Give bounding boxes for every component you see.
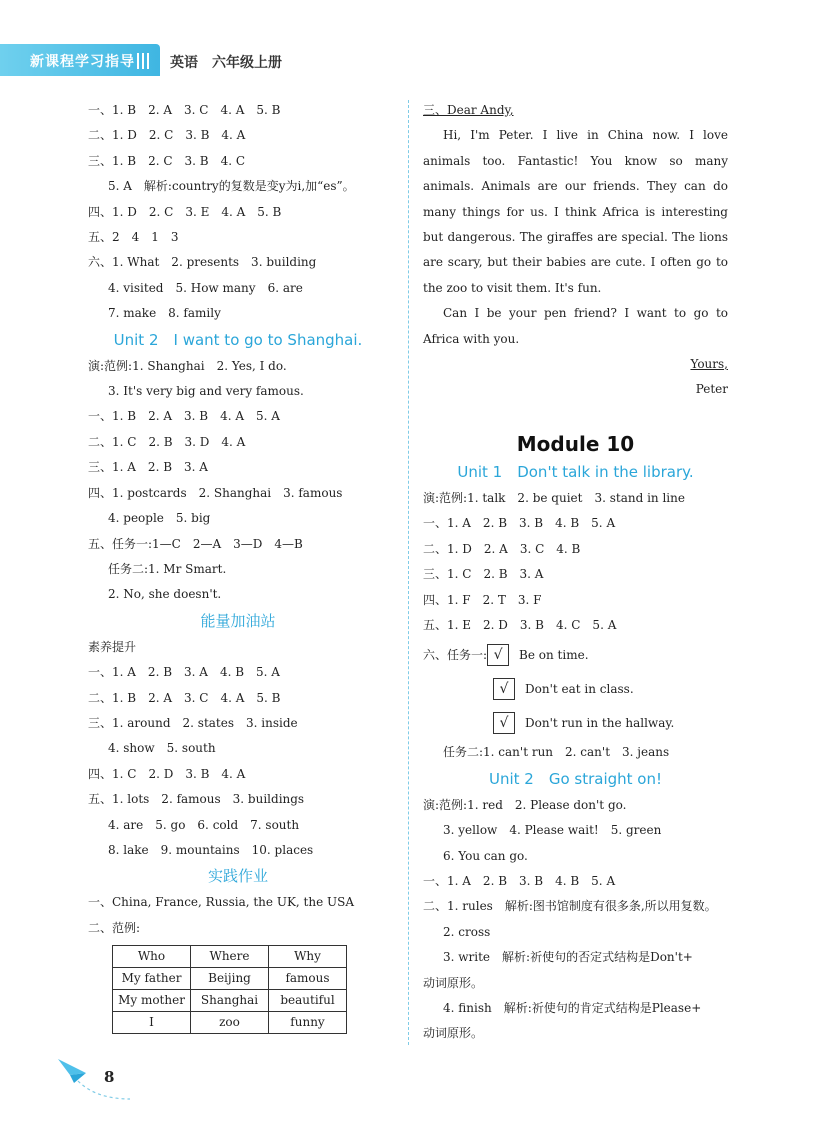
table-row xyxy=(113,990,347,1012)
answer-line: 四、1. D 2. C 3. E 4. A 5. B xyxy=(88,204,282,219)
table-cell: zoo xyxy=(191,1012,269,1034)
module-title: Module 10 xyxy=(516,431,635,456)
letter-signature: Peter xyxy=(695,382,728,397)
check-mark-icon: √ xyxy=(487,644,509,666)
table-row xyxy=(113,968,347,990)
table-cell: famous xyxy=(269,968,347,990)
paper-plane-icon xyxy=(56,1055,136,1105)
answer-line: 二、1. rules 解析:图书馆制度有很多条,所以用复数。 xyxy=(423,899,717,914)
answer-line: 8. lake 9. mountains 10. places xyxy=(108,842,314,857)
table-cell: beautiful xyxy=(269,990,347,1012)
letter-closing: Yours, xyxy=(690,357,728,372)
check-text: Don't run in the hallway. xyxy=(525,715,675,730)
answer-line: 三、1. A 2. B 3. A xyxy=(88,460,208,475)
unit-2-title: Unit 2 I want to go to Shanghai. xyxy=(113,330,363,349)
table-header-cell: Who xyxy=(113,946,191,968)
letter-greeting xyxy=(423,98,728,123)
answer-line: 一、1. A 2. B 3. A 4. B 5. A xyxy=(88,665,280,680)
answer-line: 任务二:1. Mr Smart. xyxy=(108,561,227,576)
letter-body xyxy=(423,123,728,352)
answer-line: 三、1. B 2. C 3. B 4. C xyxy=(88,153,246,168)
check-row xyxy=(423,706,728,740)
table-cell: Shanghai xyxy=(191,990,269,1012)
answer-line: 一、China, France, Russia, the UK, the USA xyxy=(88,895,354,910)
answer-line: 3. write 解析:祈使句的否定式结构是Don't+ xyxy=(443,950,693,965)
table-cell: My mother xyxy=(113,990,191,1012)
check-text: Be on time. xyxy=(519,647,589,662)
answer-line: 五、2 4 1 3 xyxy=(88,230,179,245)
table-header-cell: Why xyxy=(269,946,347,968)
answer-line: 二、1. B 2. A 3. C 4. A 5. B xyxy=(88,690,281,705)
energy-station-title: 能量加油站 xyxy=(200,611,276,630)
check-mark-icon: √ xyxy=(493,712,515,734)
page-header xyxy=(0,44,816,76)
answer-line: 二、1. D 2. C 3. B 4. A xyxy=(88,128,246,143)
answer-line: 二、1. C 2. B 3. D 4. A xyxy=(88,434,246,449)
letter-greeting-text: 三、Dear Andy, xyxy=(423,103,514,117)
answer-line: 4. are 5. go 6. cold 7. south xyxy=(108,817,300,832)
answer-line: 一、1. B 2. A 3. C 4. A 5. B xyxy=(88,103,281,117)
answer-line: 3. It's very big and very famous. xyxy=(108,384,304,399)
answer-line: 六、1. What 2. presents 3. building xyxy=(88,255,317,270)
answer-line: 动词原形。 xyxy=(423,1026,484,1041)
answer-line: 素养提升 xyxy=(88,639,137,654)
answer-line: 2. No, she doesn't. xyxy=(108,587,222,602)
unit-2-title: Unit 2 Go straight on! xyxy=(488,769,662,788)
letter-paragraph: Hi, I'm Peter. I live in China now. I love animals too. Fantastic! You know so many animals. Animals are our friends. They can do many things for us. I think Africa is interesting but dangerous. The giraffes are special. The lions are scary, but their babies are cute. I often go to the zoo to visit them. It's fun. xyxy=(423,128,728,295)
answer-line: 动词原形。 xyxy=(423,975,484,990)
check-text: Don't eat in class. xyxy=(525,681,634,696)
answer-line: 四、1. C 2. D 3. B 4. A xyxy=(88,766,246,781)
answer-line: 一、1. B 2. A 3. B 4. A 5. A xyxy=(88,409,280,424)
answer-line: 五、1. E 2. D 3. B 4. C 5. A xyxy=(423,617,617,632)
answer-line: 一、1. A 2. B 3. B 4. B 5. A xyxy=(423,516,616,531)
answer-line: 四、1. postcards 2. Shanghai 3. famous xyxy=(88,485,343,500)
header-bars-decoration xyxy=(137,53,152,69)
answer-line: 一、1. A 2. B 3. B 4. B 5. A xyxy=(423,873,616,888)
letter-paragraph: Can I be your pen friend? I want to go to Africa with you. xyxy=(423,306,728,346)
answer-line: 4. visited 5. How many 6. are xyxy=(108,280,303,295)
column-divider xyxy=(408,100,409,1045)
answer-line: 6. You can go. xyxy=(443,848,528,863)
page-number: 8 xyxy=(104,1068,115,1086)
answer-line: 4. people 5. big xyxy=(108,511,211,526)
answer-line: 任务二:1. can't run 2. can't 3. jeans xyxy=(443,745,670,760)
table-cell: My father xyxy=(113,968,191,990)
answer-line: 2. cross xyxy=(443,924,491,939)
answer-line: 二、范例: xyxy=(88,920,141,935)
answer-line: 四、1. F 2. T 3. F xyxy=(423,592,542,607)
unit-1-title: Unit 1 Don't talk in the library. xyxy=(457,462,694,481)
table-row xyxy=(113,1012,347,1034)
right-column xyxy=(423,98,728,1047)
answer-line: 二、1. D 2. A 3. C 4. B xyxy=(423,541,581,556)
example-table xyxy=(112,945,347,1034)
answer-line: 5. A 解析:country的复数是变y为i,加“es”。 xyxy=(108,179,355,194)
task-1-label: 六、任务一: xyxy=(423,647,488,662)
practice-title: 实践作业 xyxy=(207,867,268,886)
table-cell: Beijing xyxy=(191,968,269,990)
answer-line: 三、1. C 2. B 3. A xyxy=(423,567,544,582)
answer-line: 五、任务一:1—C 2—A 3—D 4—B xyxy=(88,536,303,551)
table-cell: funny xyxy=(269,1012,347,1034)
check-mark-icon: √ xyxy=(493,678,515,700)
table-header-row xyxy=(113,946,347,968)
left-column xyxy=(88,98,388,1034)
answer-line: 4. show 5. south xyxy=(108,741,216,756)
answer-line: 五、1. lots 2. famous 3. buildings xyxy=(88,792,305,807)
answer-line: 演:范例:1. red 2. Please don't go. xyxy=(423,797,627,812)
book-subject: 英语 六年级上册 xyxy=(170,55,282,71)
table-header-cell: Where xyxy=(191,946,269,968)
answer-line: 三、1. around 2. states 3. inside xyxy=(88,715,298,730)
table-cell: I xyxy=(113,1012,191,1034)
answer-line: 演:范例:1. Shanghai 2. Yes, I do. xyxy=(88,358,287,373)
check-row xyxy=(423,672,728,706)
answer-line: 4. finish 解析:祈使句的肯定式结构是Please+ xyxy=(443,1000,702,1015)
answer-line: 7. make 8. family xyxy=(108,306,221,321)
answer-line: 3. yellow 4. Please wait! 5. green xyxy=(443,823,662,838)
series-title: 新课程学习指导 xyxy=(30,54,135,70)
answer-line: 演:范例:1. talk 2. be quiet 3. stand in line xyxy=(423,490,685,505)
check-row xyxy=(423,638,728,672)
